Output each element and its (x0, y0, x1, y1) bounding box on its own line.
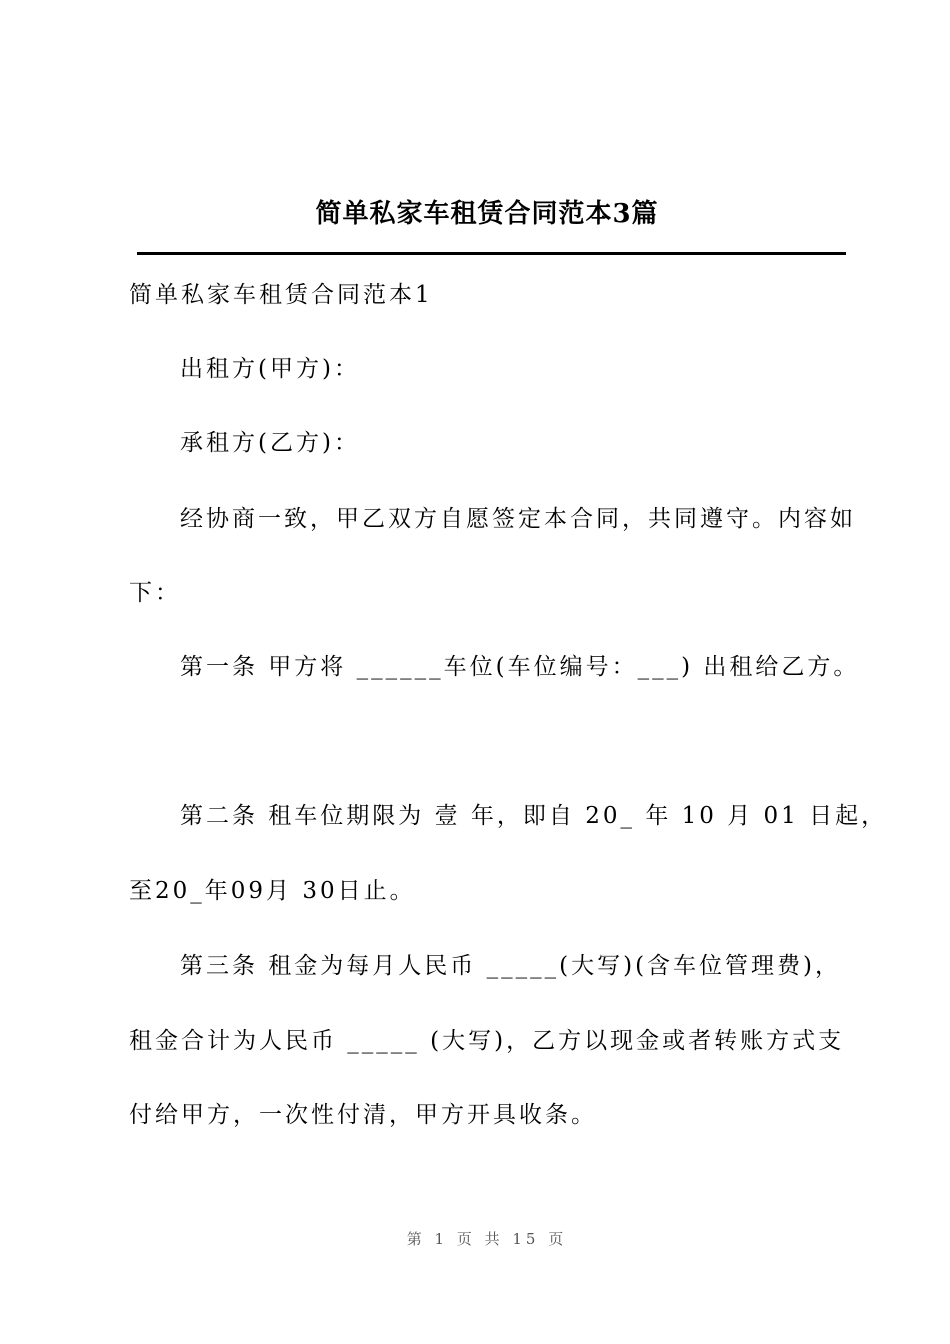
article-1: 第一条 甲方将 ______车位(车位编号：___) 出租给乙方。 (180, 654, 860, 680)
document-title: 简单私家车租赁合同范本3篇 (315, 199, 659, 229)
article-3-line-2: 租金合计为人民币 _____ (大写)，乙方以现金或者转账方式支 (129, 1028, 845, 1054)
section-heading: 简单私家车租赁合同范本1 (129, 282, 433, 308)
preamble-line-1: 经协商一致，甲乙双方自愿签定本合同，共同遵守。内容如 (180, 506, 856, 532)
preamble-line-2: 下： (129, 580, 181, 606)
article-3-line-3: 付给甲方，一次性付清，甲方开具收条。 (129, 1102, 597, 1128)
article-3-line-1: 第三条 租金为每月人民币 _____(大写)(含车位管理费)， (180, 953, 842, 979)
article-2-line-2: 至20_年09月 30日止。 (129, 878, 416, 904)
page-footer: 第 1 页 共 15 页 (406, 1230, 568, 1248)
lessor-line: 出租方(甲方)： (180, 356, 360, 382)
title-divider (137, 252, 846, 255)
article-2-line-1: 第二条 租车位期限为 壹 年，即自 20_ 年 10 月 01 日起， (180, 803, 888, 829)
lessee-line: 承租方(乙方)： (180, 430, 360, 456)
